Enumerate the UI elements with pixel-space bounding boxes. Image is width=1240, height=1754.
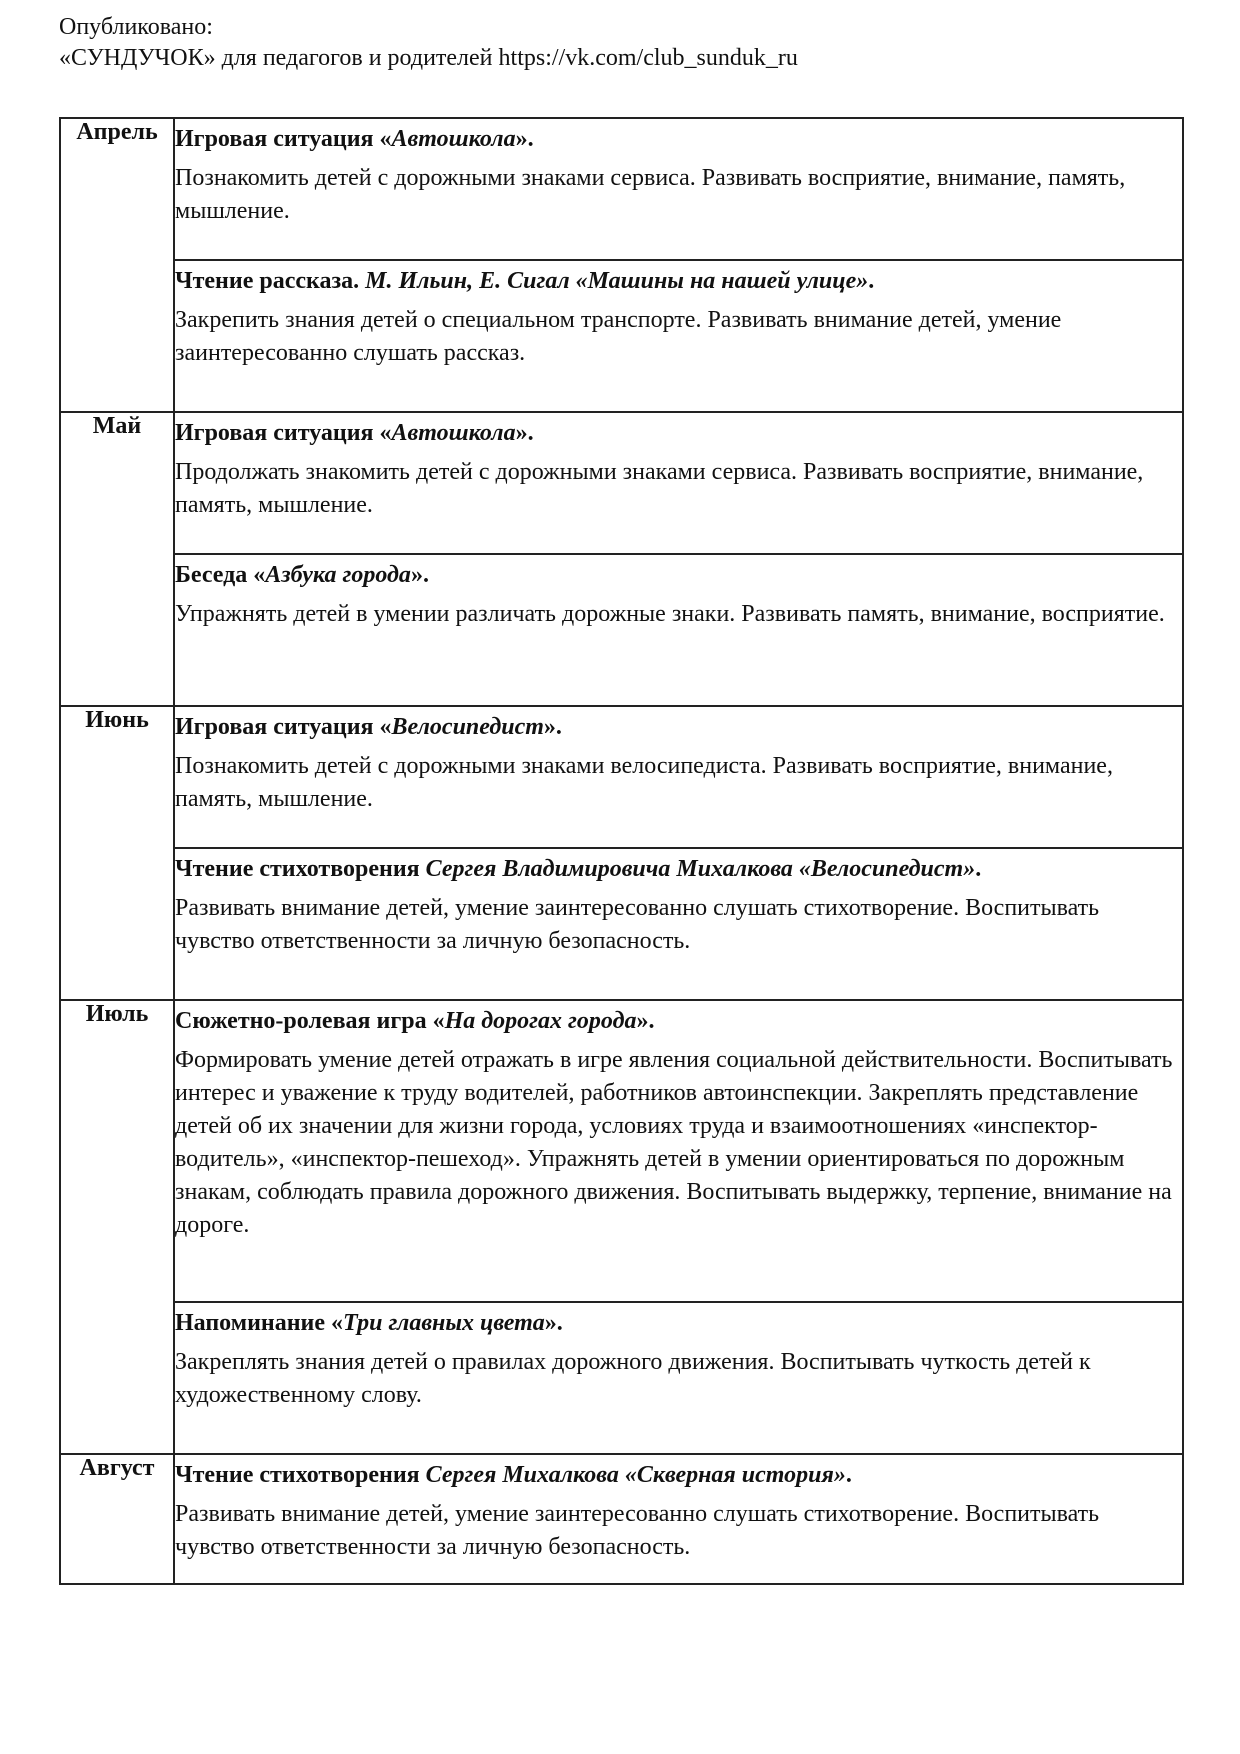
activity-title — [175, 1001, 1182, 1036]
title-plain: Сюжетно-ролевая игра « — [175, 1008, 445, 1034]
month-cell: Май — [60, 412, 174, 706]
table-row — [60, 1302, 1183, 1454]
title-italic: Сергея Владимировича Михалкова «Велосипедист» — [425, 856, 976, 882]
table-row — [60, 554, 1183, 706]
activity-title — [175, 119, 1182, 154]
activity-cell — [174, 118, 1183, 260]
activity-description: Развивать внимание детей, умение заинтересованно слушать стихотворение. Воспитывать чувство ответственности за личную безопасность. — [175, 1501, 1100, 1560]
activity-description: Закреплять знания детей о правилах дорожного движения. Воспитывать чуткость детей к художественному слову. — [175, 1349, 1091, 1408]
activity-description: Познакомить детей с дорожными знаками сервиса. Развивать восприятие, внимание, память, мышление. — [175, 165, 1126, 224]
month-cell: Апрель — [60, 118, 174, 412]
month-cell: Июль — [60, 1000, 174, 1454]
activity-cell — [174, 554, 1183, 706]
table-row — [60, 1454, 1183, 1584]
activity-title — [175, 849, 1182, 884]
title-suffix: ». — [515, 126, 534, 152]
activity-title — [175, 1303, 1182, 1338]
title-suffix: ». — [636, 1008, 655, 1034]
title-plain: Чтение стихотворения — [175, 1462, 426, 1488]
title-italic: Велосипедист — [391, 714, 544, 740]
activity-cell — [174, 260, 1183, 412]
activity-cell — [174, 1302, 1183, 1454]
activity-cell — [174, 412, 1183, 554]
title-suffix: . — [975, 856, 982, 882]
activity-title — [175, 413, 1182, 448]
table-row — [60, 706, 1183, 848]
activity-description: Упражнять детей в умении различать дорожные знаки. Развивать память, внимание, восприятие. — [175, 601, 1165, 627]
activity-cell — [174, 1454, 1183, 1584]
activity-plan-table — [59, 117, 1184, 1585]
title-plain: Игровая ситуация « — [175, 126, 392, 152]
title-italic: Три главных цвета — [343, 1310, 545, 1336]
activity-description: Развивать внимание детей, умение заинтересованно слушать стихотворение. Воспитывать чувство ответственности за личную безопасность. — [175, 895, 1100, 954]
title-suffix: . — [845, 1462, 852, 1488]
title-plain: Напоминание « — [175, 1310, 344, 1336]
activity-title — [175, 707, 1182, 742]
month-cell: Август — [60, 1454, 174, 1584]
title-suffix: ». — [544, 1310, 563, 1336]
activity-title — [175, 261, 1182, 296]
title-italic: На дорогах города — [444, 1008, 637, 1034]
title-plain: Чтение стихотворения — [175, 856, 426, 882]
activity-title — [175, 555, 1182, 590]
title-italic: М. Ильин, Е. Сигал «Машины на нашей улице» — [365, 268, 869, 294]
source-line: «СУНДУЧОК» для педагогов и родителей https://vk.com/club_sunduk_ru — [59, 45, 798, 71]
table-row — [60, 260, 1183, 412]
activity-description: Познакомить детей с дорожными знаками велосипедиста. Развивать восприятие, внимание, память, мышление. — [175, 753, 1113, 812]
title-suffix: ». — [515, 420, 534, 446]
table-row — [60, 118, 1183, 260]
title-italic: Сергея Михалкова «Скверная история» — [425, 1462, 846, 1488]
activity-description: Закрепить знания детей о специальном транспорте. Развивать внимание детей, умение заинтересованно слушать рассказ. — [175, 307, 1062, 366]
title-plain: Беседа « — [175, 562, 266, 588]
activity-cell — [174, 848, 1183, 1000]
title-italic: Автошкола — [391, 420, 516, 446]
title-italic: Автошкола — [391, 126, 516, 152]
activity-cell — [174, 706, 1183, 848]
title-plain: Игровая ситуация « — [175, 714, 392, 740]
activity-description: Продолжать знакомить детей с дорожными знаками сервиса. Развивать восприятие, внимание, память, мышление. — [175, 459, 1144, 518]
published-label: Опубликовано: — [59, 14, 213, 40]
title-suffix: ». — [543, 714, 562, 740]
page-header — [59, 12, 798, 74]
activity-title — [175, 1455, 1182, 1490]
activity-description: Формировать умение детей отражать в игре явления социальной действительности. Воспитывать интерес и уважение к труду водителей, работников автоинспекции. Закреплять представление детей об их значении для жизни города, условиях труда и взаимоотношениях «инспектор-водитель», «инспектор-пешеход». Упражнять детей в умении ориентироваться по дорожным знакам, соблюдать правила дорожного движения. Воспитывать выдержку, терпение, внимание на дороге. — [175, 1047, 1173, 1238]
activity-cell — [174, 1000, 1183, 1302]
month-cell: Июнь — [60, 706, 174, 1000]
title-suffix: . — [868, 268, 875, 294]
title-plain: Чтение рассказа. — [175, 268, 366, 294]
title-italic: Азбука города — [265, 562, 411, 588]
table-row — [60, 848, 1183, 1000]
title-suffix: ». — [410, 562, 429, 588]
table-row — [60, 412, 1183, 554]
table-row — [60, 1000, 1183, 1302]
title-plain: Игровая ситуация « — [175, 420, 392, 446]
